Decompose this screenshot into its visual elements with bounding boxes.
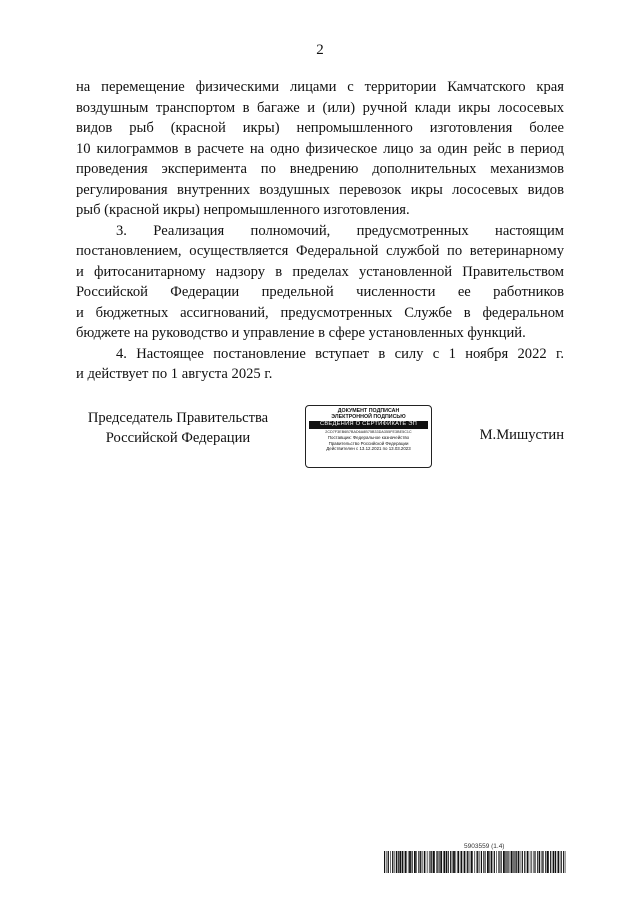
- barcode-bar: [426, 851, 427, 873]
- barcode-bar: [498, 851, 499, 873]
- barcode-bar: [412, 851, 413, 873]
- barcode-bar: [487, 851, 489, 873]
- barcode-bar: [384, 851, 385, 873]
- signer-name: М.Мишустин: [479, 427, 564, 443]
- signer-title: [78, 408, 278, 448]
- barcode-bar: [511, 851, 513, 873]
- barcode-bar: [394, 851, 395, 873]
- barcode-bar: [547, 851, 549, 873]
- barcode-bar: [461, 851, 463, 873]
- barcode: [384, 851, 566, 873]
- barcode-bar: [429, 851, 430, 873]
- barcode-bar: [553, 851, 555, 873]
- barcode-bar: [471, 851, 473, 873]
- text-line: 10 килограммов в расчете на одно физическое лицо за один рейс в период: [76, 140, 564, 157]
- paragraph-4: [76, 344, 564, 385]
- barcode-bar: [399, 851, 401, 873]
- barcode-bar: [390, 851, 391, 873]
- barcode-bar: [494, 851, 495, 873]
- barcode-bar: [476, 851, 477, 873]
- text-line: регулирования внутренних воздушных перевозок икры лососевых видов: [76, 181, 564, 198]
- signer-title-line2: Российской Федерации: [105, 430, 251, 446]
- barcode-bar: [522, 851, 523, 873]
- text-line: и бюджетных ассигнований, предусмотренных Службе в федеральном: [76, 304, 564, 321]
- stamp-validity: Действителен с 13.12.2021 по 13.03.2023: [326, 446, 411, 452]
- barcode-bar: [485, 851, 486, 873]
- barcode-bar: [561, 851, 562, 873]
- barcode-bar: [398, 851, 399, 873]
- barcode-bar: [405, 851, 407, 873]
- barcode-bar: [513, 851, 514, 873]
- barcode-bar: [537, 851, 538, 873]
- barcode-bar: [489, 851, 490, 873]
- barcode-bar: [424, 851, 425, 873]
- text-line: Российской Федерации предельной численности ее работников: [76, 284, 564, 300]
- barcode-bar: [448, 851, 449, 873]
- barcode-bar: [530, 851, 531, 873]
- barcode-bar: [499, 851, 500, 873]
- stamp-line1: ДОКУМЕНТ ПОДПИСАН: [337, 408, 400, 414]
- barcode-bar: [388, 851, 389, 873]
- barcode-bar: [510, 851, 511, 873]
- text-line: постановлением, осуществляется Федеральной службой по ветеринарному: [76, 243, 564, 259]
- barcode-bar: [408, 851, 409, 873]
- barcode-bar: [555, 851, 556, 873]
- barcode-bar: [479, 851, 480, 873]
- barcode-bar: [507, 851, 508, 873]
- barcode-bar: [545, 851, 546, 873]
- text-line: 3. Реализация полномочий, предусмотренных настоящим: [116, 222, 564, 239]
- barcode-bar: [514, 851, 515, 873]
- barcode-bar: [518, 851, 519, 873]
- barcode-bar: [420, 851, 421, 873]
- barcode-bar: [527, 851, 529, 873]
- barcode-bar: [508, 851, 509, 873]
- stamp-issuer: Поставщик: Федеральное казначейство: [327, 434, 410, 440]
- barcode-bar: [456, 851, 457, 873]
- barcode-bar: [416, 851, 417, 873]
- barcode-bar: [464, 851, 466, 873]
- barcode-bar: [505, 851, 506, 873]
- barcode-bar: [469, 851, 470, 873]
- barcode-bar: [440, 851, 442, 873]
- barcode-bar: [428, 851, 429, 873]
- barcode-bar: [550, 851, 551, 873]
- barcode-bar: [431, 851, 432, 873]
- stamp-banner: СВЕДЕНИЯ О СЕРТИФИКАТЕ ЭП: [309, 421, 428, 428]
- page-number: 2: [316, 42, 324, 58]
- barcode-bar: [414, 851, 416, 873]
- signer-title-line1: Председатель Правительства: [87, 410, 269, 426]
- barcode-bar: [533, 851, 534, 873]
- barcode-bar: [539, 851, 540, 873]
- barcode-bar: [443, 851, 445, 873]
- text-line: и фитосанитарному надзору в пределах установленной Правительством: [76, 263, 564, 280]
- barcode-bar: [543, 851, 544, 873]
- barcode-bar: [433, 851, 435, 873]
- barcode-bar: [477, 851, 478, 873]
- barcode-bar: [496, 851, 497, 873]
- text-line: проведения эксперимента по внедрению дополнительных механизмов: [76, 161, 564, 177]
- text-line: 4. Настоящее постановление вступает в силу с 1 ноября 2022 г.: [116, 345, 564, 362]
- barcode-bar: [474, 851, 475, 873]
- barcode-bar: [524, 851, 525, 873]
- barcode-bar: [481, 851, 482, 873]
- text-line: и действует по 1 августа 2025 г.: [76, 366, 273, 382]
- barcode-bar: [542, 851, 543, 873]
- barcode-bar: [436, 851, 437, 873]
- barcode-bar: [404, 851, 405, 873]
- paragraph-3: [76, 221, 564, 344]
- barcode-bar: [457, 851, 459, 873]
- barcode-bar: [535, 851, 536, 873]
- barcode-bar: [437, 851, 438, 873]
- barcode-bar: [396, 851, 397, 873]
- barcode-bar: [409, 851, 411, 873]
- barcode-bar: [446, 851, 447, 873]
- stamp-owner: Правительство Российской Федерации: [328, 440, 409, 446]
- text-line: видов рыб (красной икры) непромышленного изготовления более: [76, 120, 564, 136]
- barcode-bar: [467, 851, 468, 873]
- paragraph-continuation: [76, 77, 564, 221]
- text-line: рыб (красной икры) непромышленного изготовления.: [76, 202, 410, 218]
- barcode-caption: 5903559 (1.4): [464, 843, 505, 850]
- barcode-bar: [470, 851, 471, 873]
- stamp-serial: 2CD7F3EB6B7BAD6A8B75B33DA355FE3BE5C1C: [325, 429, 412, 434]
- barcode-bar: [453, 851, 455, 873]
- barcode-bar: [516, 851, 517, 873]
- barcode-bar: [501, 851, 502, 873]
- document-body: [76, 77, 564, 385]
- barcode-bar: [402, 851, 403, 873]
- stamp-line2: ЭЛЕКТРОННОЙ ПОДПИСЬЮ: [331, 414, 406, 421]
- barcode-bar: [520, 851, 521, 873]
- barcode-bar: [452, 851, 453, 873]
- barcode-bar: [531, 851, 532, 873]
- barcode-bar: [392, 851, 393, 873]
- barcode-bar: [422, 851, 423, 873]
- barcode-bar: [439, 851, 440, 873]
- barcode-bar: [450, 851, 451, 873]
- barcode-bar: [418, 851, 419, 873]
- barcode-bar: [563, 851, 564, 873]
- barcode-bar: [491, 851, 493, 873]
- text-line: на перемещение физическими лицами с территории Камчатского края: [76, 79, 564, 95]
- electronic-signature-stamp: [305, 405, 432, 468]
- barcode-bar: [483, 851, 484, 873]
- barcode-bar: [387, 851, 388, 873]
- barcode-bar: [534, 851, 535, 873]
- barcode-bar: [558, 851, 560, 873]
- text-line: бюджете на руководство и управление в сфере установленных функций.: [76, 325, 526, 341]
- barcode-bar: [503, 851, 505, 873]
- text-line: воздушным транспортом в багаже и (или) ручной клади икры лососевых: [76, 99, 564, 116]
